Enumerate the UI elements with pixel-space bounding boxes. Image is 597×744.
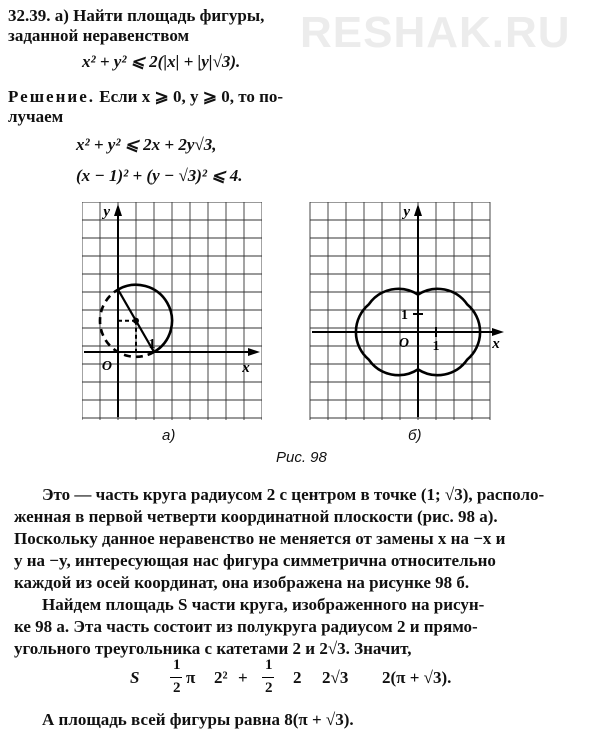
- solution-text-1: Если x ⩾ 0, y ⩾ 0, то по-: [99, 87, 284, 106]
- solution-eq-2: (x − 1)² + (y − √3)² ⩽ 4.: [76, 166, 243, 185]
- formula-sq: 2²: [214, 668, 228, 687]
- formula-half2-num: 1: [265, 657, 273, 673]
- solution-line-1: [8, 87, 283, 107]
- formula-2r3: 2√3: [322, 668, 349, 687]
- tick-y-label-b: 1: [401, 308, 408, 323]
- origin-label-a: O: [101, 359, 112, 374]
- formula-half1-den: 2: [173, 680, 181, 696]
- formula-plus: +: [238, 668, 248, 687]
- body-p1-l5: каждой из осей координат, она изображена на рисунке 98 б.: [14, 573, 470, 592]
- solution-label: Решение.: [8, 87, 95, 106]
- tick-label-a: 1: [148, 337, 156, 352]
- body-p2-l1: Найдем площадь S части круга, изображенного на рисун-: [42, 595, 485, 614]
- formula-half2-den: 2: [265, 680, 273, 696]
- arc-solid-a: [118, 285, 172, 352]
- problem-inequality: x² + y² ⩽ 2(|x| + |y|√3).: [82, 52, 241, 71]
- problem-number: 32.39.: [8, 6, 51, 25]
- figure-caption: Рис. 98: [276, 449, 327, 466]
- formula-half1-bar: [170, 677, 182, 678]
- figure-b: [308, 202, 508, 420]
- formula-half1-num: 1: [173, 657, 181, 673]
- origin-label-b: O: [398, 336, 409, 351]
- body-p1-l3: Поскольку данное неравенство не меняется от замены x на −x и: [14, 529, 506, 548]
- formula-half2-bar: [262, 677, 274, 678]
- solution-text-2: лучаем: [8, 107, 64, 126]
- body-final: А площадь всей фигуры равна 8(π + √3).: [42, 710, 354, 729]
- body-p1-l4: y на −y, интересующая нас фигура симметрична относительно: [14, 551, 496, 570]
- problem-number-line: [8, 6, 264, 26]
- arc-dashed-a: [100, 290, 154, 357]
- body-p1-l2: женная в первой четверти координатной плоскости (рис. 98 а).: [14, 507, 498, 526]
- formula-result: 2(π + √3).: [382, 668, 452, 687]
- body-p2-l2: ке 98 а. Эта часть состоит из полукруга радиусом 2 и прямо-: [14, 617, 478, 636]
- formula-pi: π: [186, 668, 196, 687]
- grid-b: [310, 202, 490, 420]
- axis-y-label-b: y: [403, 204, 410, 220]
- problem-statement-2: заданной неравенством: [8, 26, 190, 45]
- formula-S: S: [130, 668, 140, 687]
- figure-a: [82, 202, 262, 420]
- formula-two: 2: [293, 668, 302, 687]
- watermark: RESHAK.RU: [300, 8, 571, 57]
- body-p1-l1: Это — часть круга радиусом 2 с центром в точке (1; √3), располо-: [42, 485, 545, 504]
- solution-eq-1: x² + y² ⩽ 2x + 2y√3,: [76, 135, 217, 154]
- figure-b-label: б): [408, 427, 422, 444]
- figure-a-label: а): [162, 427, 176, 444]
- center-point-a: [133, 318, 139, 324]
- axes-b: [312, 204, 504, 417]
- tick-x-label-b: 1: [432, 339, 440, 354]
- problem-statement-1: а) Найти площадь фигуры,: [54, 6, 265, 25]
- axis-y-label-a: y: [103, 204, 110, 220]
- axis-x-label-b: x: [492, 336, 500, 352]
- body-p2-l3: угольного треугольника с катетами 2 и 2√3. Значит,: [14, 639, 412, 658]
- axis-x-label-a: x: [242, 360, 250, 376]
